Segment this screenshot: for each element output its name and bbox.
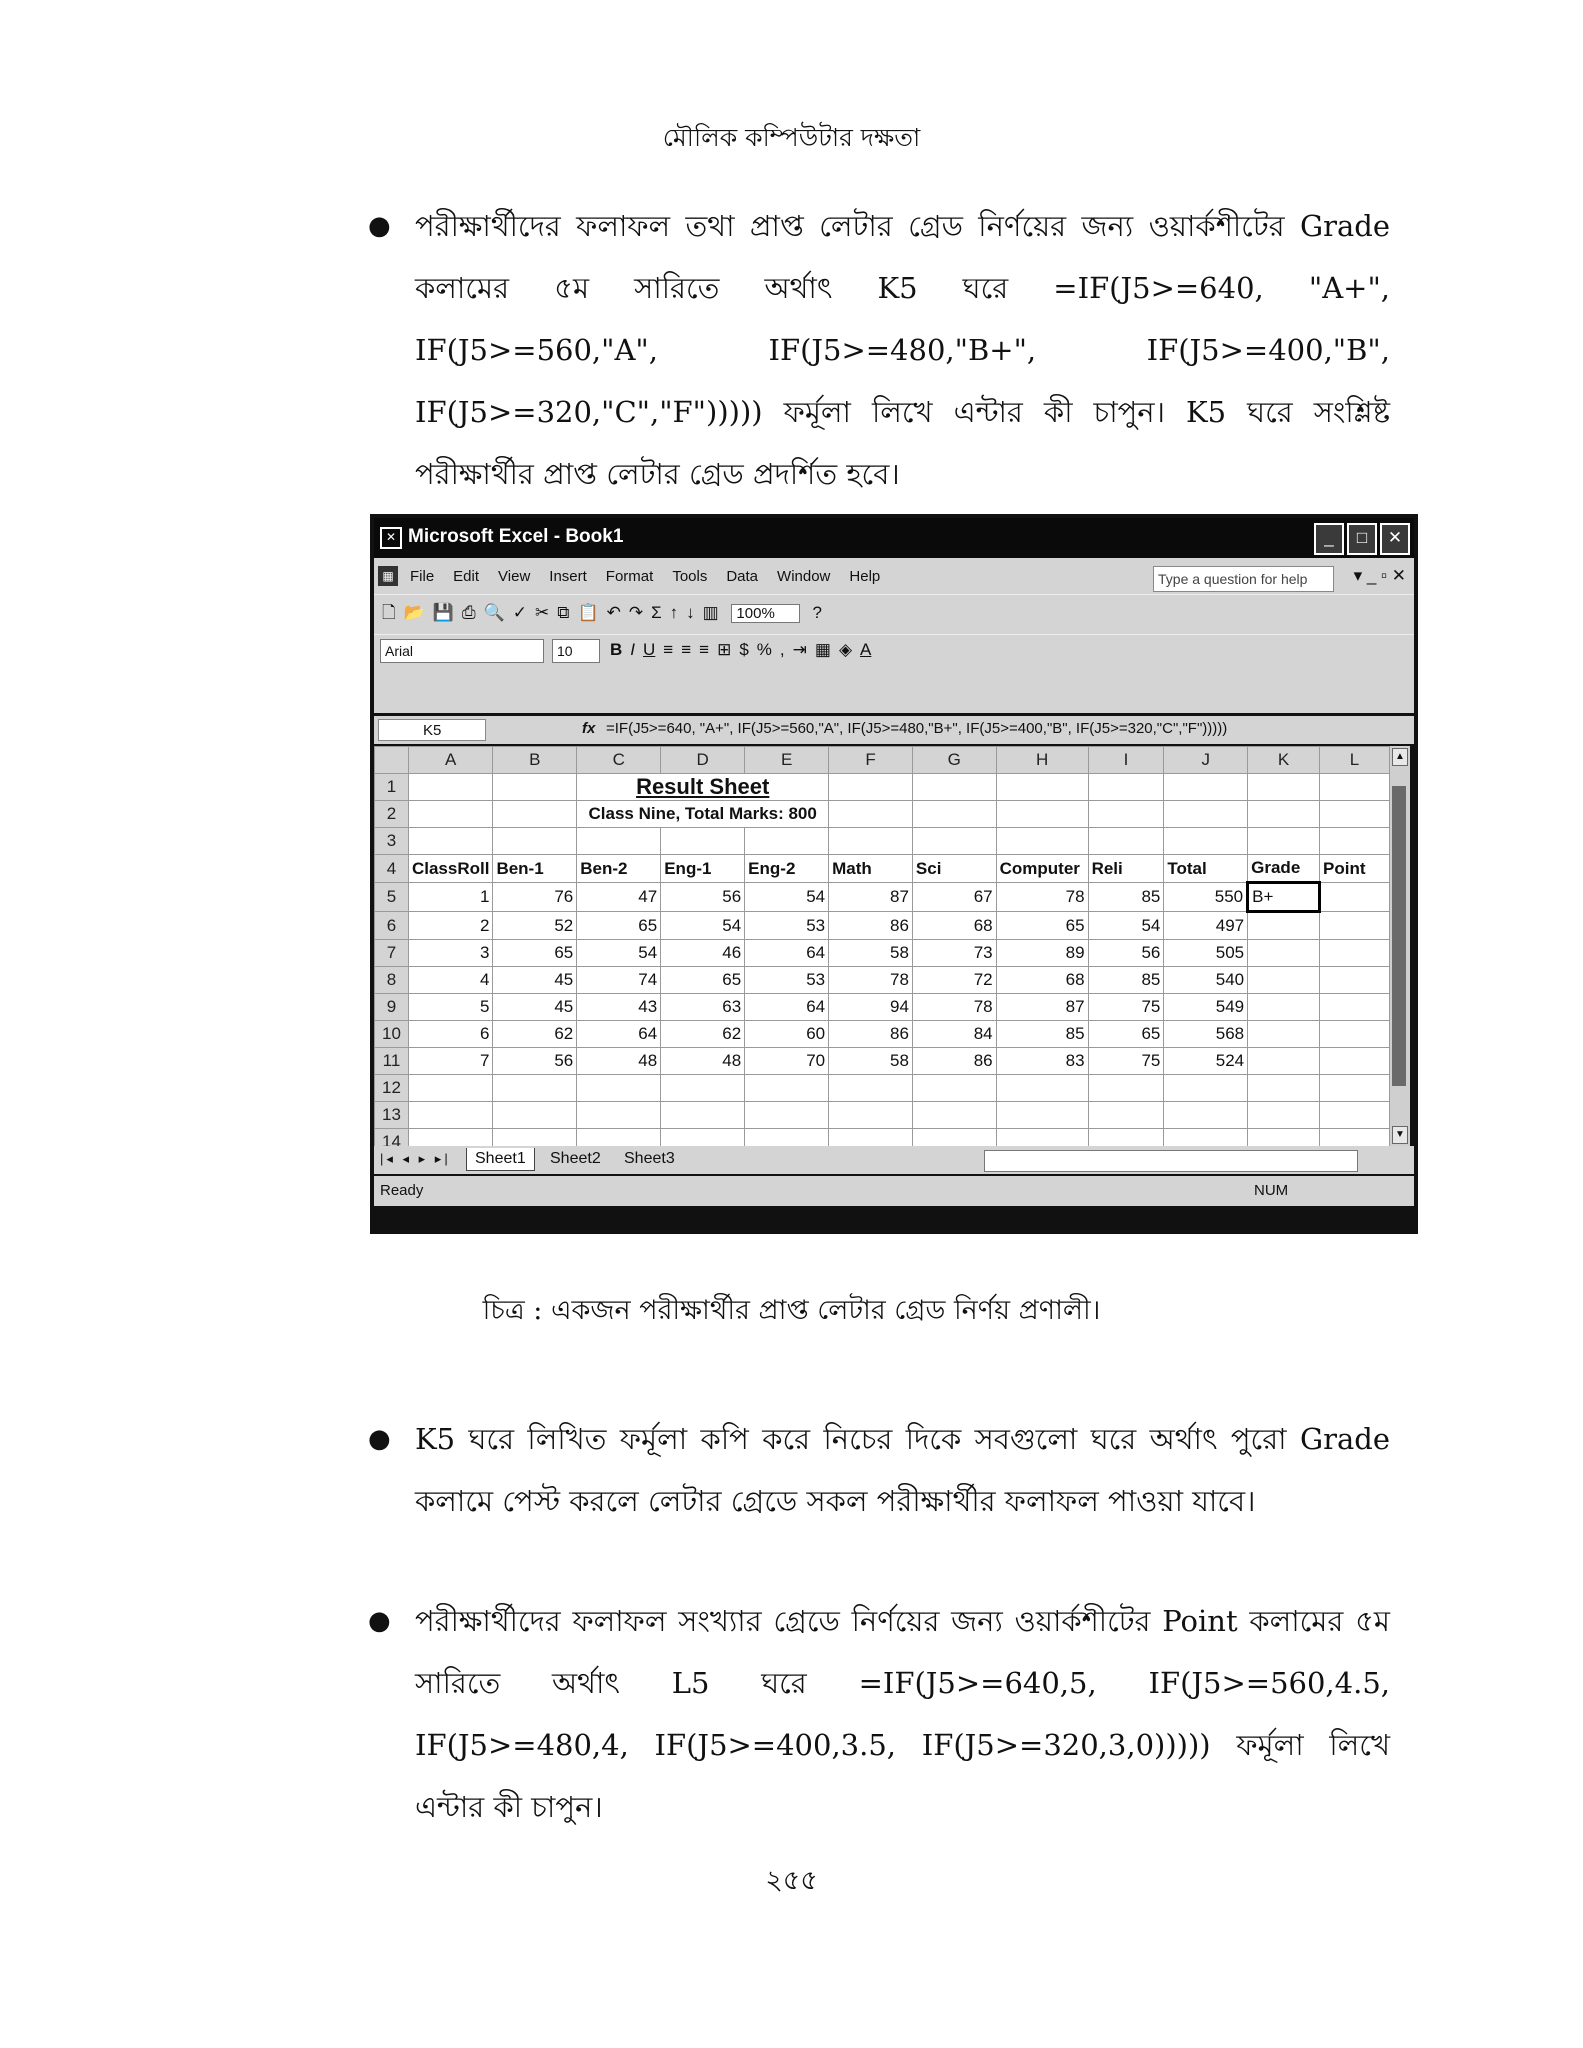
scroll-up-icon[interactable]: ▲ [1392, 748, 1408, 766]
cut-icon[interactable]: ✂ [535, 603, 550, 622]
italic-button[interactable]: I [630, 640, 636, 659]
cell[interactable] [408, 774, 492, 801]
sheet-row [375, 801, 1390, 828]
data-cell[interactable]: 497 [1164, 912, 1248, 940]
page-number: ২৫৫ [765, 1865, 818, 1896]
status-text: Ready [380, 1182, 424, 1199]
cell[interactable] [996, 801, 1088, 828]
cell[interactable] [1164, 1102, 1248, 1129]
data-cell[interactable]: 550 [1164, 883, 1248, 912]
data-cell[interactable]: 87 [996, 994, 1088, 1021]
chart-icon[interactable]: ▥ [702, 603, 719, 622]
help-icon[interactable]: ? [812, 603, 822, 622]
new-icon[interactable]: 🗋 [382, 603, 396, 622]
cell[interactable] [408, 801, 492, 828]
window-controls [1311, 523, 1410, 555]
cell[interactable] [1320, 1129, 1390, 1147]
data-cell[interactable]: 7 [408, 1048, 492, 1075]
align-center-icon[interactable]: ≡ [681, 640, 692, 659]
column-header[interactable]: I [1088, 747, 1164, 774]
cell[interactable] [996, 828, 1088, 855]
data-cell[interactable]: 52 [493, 912, 577, 940]
data-cell[interactable]: 2 [408, 912, 492, 940]
column-label-cell[interactable]: Eng-2 [745, 855, 829, 883]
column-label-cell[interactable]: Point [1320, 855, 1390, 883]
data-cell[interactable]: 56 [661, 883, 745, 912]
cell[interactable] [493, 828, 577, 855]
cell[interactable] [829, 801, 913, 828]
cell[interactable] [912, 1129, 996, 1147]
data-cell[interactable]: 540 [1164, 967, 1248, 994]
cell[interactable] [829, 774, 913, 801]
row-header[interactable]: 13 [375, 1102, 409, 1129]
cell[interactable] [493, 1075, 577, 1102]
data-cell[interactable]: 524 [1164, 1048, 1248, 1075]
menu-edit[interactable]: Edit [453, 568, 480, 585]
column-label-cell[interactable]: Eng-1 [661, 855, 745, 883]
cell[interactable] [408, 1102, 492, 1129]
copy-icon[interactable]: ⧉ [557, 603, 570, 622]
data-cell[interactable]: 6 [408, 1021, 492, 1048]
font-select[interactable]: Arial [380, 639, 544, 663]
cell[interactable] [577, 1075, 661, 1102]
data-cell[interactable]: 56 [1088, 940, 1164, 967]
data-cell[interactable]: 549 [1164, 994, 1248, 1021]
cell[interactable] [661, 1129, 745, 1147]
column-label-cell[interactable]: Math [829, 855, 913, 883]
sheet-row [375, 828, 1390, 855]
cell[interactable] [745, 1129, 829, 1147]
column-label-cell[interactable]: Total [1164, 855, 1248, 883]
data-cell[interactable]: 75 [1088, 994, 1164, 1021]
sheet-row [375, 774, 1390, 801]
cell[interactable] [1088, 1075, 1164, 1102]
data-cell[interactable]: 62 [661, 1021, 745, 1048]
page-header: মৌলিক কম্পিউটার দক্ষতা [662, 123, 921, 152]
sheet-row [375, 855, 1390, 883]
scroll-down-icon[interactable]: ▼ [1392, 1126, 1408, 1144]
workbook-controls[interactable]: ▾ _ ▫ ✕ [1353, 566, 1406, 585]
cell[interactable] [1164, 774, 1248, 801]
column-label-cell[interactable]: ClassRoll [408, 855, 492, 883]
sheet-row [375, 883, 1390, 912]
data-cell[interactable]: 89 [996, 940, 1088, 967]
column-header[interactable]: D [661, 747, 745, 774]
column-label-cell[interactable]: Ben-1 [493, 855, 577, 883]
data-cell[interactable]: 53 [745, 912, 829, 940]
sheet-row [375, 1102, 1390, 1129]
column-header[interactable]: A [408, 747, 492, 774]
data-cell[interactable]: 94 [829, 994, 913, 1021]
status-bar [374, 1176, 1414, 1206]
spelling-icon[interactable]: ✓ [512, 603, 528, 622]
data-cell[interactable]: 43 [577, 994, 661, 1021]
cell[interactable] [1320, 828, 1390, 855]
row-header[interactable]: 10 [375, 1021, 409, 1048]
font-size-select[interactable]: 10 [552, 639, 600, 663]
data-cell[interactable]: 505 [1164, 940, 1248, 967]
cell[interactable] [493, 1102, 577, 1129]
bullet-grade-formula [370, 195, 1390, 505]
menu-file[interactable]: File [410, 568, 435, 585]
data-cell[interactable]: 65 [996, 912, 1088, 940]
percent-icon[interactable]: % [756, 640, 772, 659]
cell[interactable] [408, 1075, 492, 1102]
data-cell[interactable]: 78 [996, 883, 1088, 912]
redo-icon[interactable]: ↷ [628, 603, 644, 622]
cell[interactable] [577, 1102, 661, 1129]
underline-button[interactable]: U [643, 640, 656, 659]
cell[interactable] [1088, 1129, 1164, 1147]
menu-insert[interactable]: Insert [549, 568, 587, 585]
fill-color-icon[interactable]: ◈ [838, 640, 853, 659]
data-cell[interactable]: 83 [996, 1048, 1088, 1075]
sort-desc-icon[interactable]: ↓ [686, 603, 695, 622]
cell[interactable] [661, 828, 745, 855]
data-cell[interactable]: 58 [829, 940, 913, 967]
data-cell[interactable]: 75 [1088, 1048, 1164, 1075]
cell[interactable] [912, 828, 996, 855]
align-right-icon[interactable]: ≡ [699, 640, 710, 659]
spreadsheet-table [374, 746, 1390, 1146]
data-cell[interactable]: 56 [493, 1048, 577, 1075]
sheet-row [375, 967, 1390, 994]
paste-icon[interactable]: 📋 [577, 603, 599, 622]
data-cell[interactable] [1248, 940, 1320, 967]
help-search-input[interactable]: Type a question for help [1153, 566, 1334, 592]
undo-icon[interactable]: ↶ [606, 603, 621, 622]
data-cell[interactable]: 62 [493, 1021, 577, 1048]
row-header[interactable]: 3 [375, 828, 409, 855]
sheet-row [375, 1129, 1390, 1147]
save-icon[interactable]: 💾 [432, 603, 455, 622]
minimize-button[interactable]: _ [1314, 523, 1344, 555]
data-cell[interactable]: 54 [1088, 912, 1164, 940]
data-cell[interactable]: 70 [745, 1048, 829, 1075]
data-cell[interactable]: 54 [661, 912, 745, 940]
cell[interactable] [1088, 774, 1164, 801]
menu-help[interactable]: Help [849, 568, 881, 585]
menu-format[interactable]: Format [605, 568, 654, 585]
sheet-row [375, 1075, 1390, 1102]
column-label-cell[interactable]: Reli [1088, 855, 1164, 883]
data-cell[interactable]: 87 [829, 883, 913, 912]
cell[interactable] [1248, 1129, 1320, 1147]
excel-window [370, 514, 1418, 1234]
data-cell[interactable]: 4 [408, 967, 492, 994]
data-cell[interactable]: 54 [745, 883, 829, 912]
figure-caption: চিত্র : একজন পরীক্ষার্থীর প্রাপ্ত লেটার গ্রেড নির্ণয় প্রণালী। [482, 1295, 1101, 1326]
data-cell[interactable]: 48 [577, 1048, 661, 1075]
sort-asc-icon[interactable]: ↑ [669, 603, 679, 622]
data-cell[interactable] [1320, 1021, 1390, 1048]
data-cell[interactable]: 86 [829, 912, 913, 940]
cell[interactable] [1248, 774, 1320, 801]
open-icon[interactable]: 📂 [403, 603, 425, 622]
close-button[interactable]: ✕ [1380, 523, 1410, 555]
column-header[interactable]: K [1248, 747, 1320, 774]
cell[interactable] [661, 1075, 745, 1102]
cell[interactable] [1320, 1102, 1390, 1129]
scroll-thumb[interactable] [1392, 786, 1406, 1086]
bullet-text: K5 ঘরে লিখিত ফর্মূলা কপি করে নিচের দিকে সবগুলো ঘরে অর্থাৎ পুরো Grade কলামে পেস্ট করলে লেটার গ্রেডে সকল পরীক্ষার্থীর ফলাফল পাওয়া যাবে। [415, 1422, 1390, 1518]
cell[interactable] [912, 1075, 996, 1102]
data-cell[interactable] [1248, 994, 1320, 1021]
row-header[interactable]: 2 [375, 801, 409, 828]
column-label-cell[interactable]: Grade [1248, 855, 1320, 883]
bullet-dot: ● [368, 211, 391, 241]
data-cell[interactable]: 54 [577, 940, 661, 967]
comma-icon[interactable]: , [779, 640, 785, 659]
select-all-corner[interactable] [375, 747, 409, 774]
data-cell[interactable] [1320, 994, 1390, 1021]
vertical-scrollbar[interactable] [1390, 746, 1410, 1146]
bullet-copy-formula [370, 1408, 1390, 1532]
bullet-point-formula [370, 1590, 1390, 1838]
data-cell[interactable]: 68 [912, 912, 996, 940]
tab-sheet2[interactable]: Sheet2 [550, 1150, 601, 1167]
merge-icon[interactable]: ⊞ [717, 640, 732, 659]
toolbar-area [374, 558, 1414, 713]
data-cell[interactable]: 84 [912, 1021, 996, 1048]
cell[interactable] [1088, 801, 1164, 828]
data-cell[interactable] [1320, 1048, 1390, 1075]
data-cell[interactable]: 60 [745, 1021, 829, 1048]
sheet-row [375, 1048, 1390, 1075]
formula-bar [374, 716, 1414, 744]
data-cell[interactable]: 1 [408, 883, 492, 912]
bullet-dot: ● [368, 1606, 391, 1636]
data-cell[interactable] [1248, 912, 1320, 940]
cell[interactable] [408, 828, 492, 855]
data-cell[interactable]: 67 [912, 883, 996, 912]
data-cell[interactable]: 64 [745, 940, 829, 967]
data-cell[interactable]: 68 [996, 967, 1088, 994]
data-cell[interactable] [1320, 940, 1390, 967]
data-cell[interactable]: 72 [912, 967, 996, 994]
cell[interactable] [996, 1129, 1088, 1147]
borders-icon[interactable]: ▦ [814, 640, 831, 659]
column-header[interactable]: H [996, 747, 1088, 774]
cell[interactable] [745, 828, 829, 855]
cell[interactable] [829, 1075, 913, 1102]
indent-icon[interactable]: ⇥ [792, 640, 807, 659]
data-cell[interactable]: 64 [745, 994, 829, 1021]
cell[interactable] [996, 774, 1088, 801]
cell[interactable] [912, 801, 996, 828]
cell[interactable] [912, 774, 996, 801]
row-header[interactable]: 8 [375, 967, 409, 994]
row-header[interactable]: 11 [375, 1048, 409, 1075]
name-box[interactable]: K5 [378, 719, 486, 741]
column-header[interactable]: G [912, 747, 996, 774]
bold-button[interactable]: B [610, 640, 623, 659]
data-cell[interactable]: 74 [577, 967, 661, 994]
column-label-cell[interactable]: Sci [912, 855, 996, 883]
row-header[interactable]: 5 [375, 883, 409, 912]
column-header[interactable]: E [745, 747, 829, 774]
data-cell[interactable]: 78 [829, 967, 913, 994]
data-cell[interactable]: 3 [408, 940, 492, 967]
cell[interactable] [493, 1129, 577, 1147]
row-header[interactable]: 14 [375, 1129, 409, 1147]
cell[interactable] [1164, 801, 1248, 828]
data-cell[interactable]: 78 [912, 994, 996, 1021]
cell[interactable] [1164, 1129, 1248, 1147]
data-cell[interactable]: 64 [577, 1021, 661, 1048]
print-icon[interactable]: ⎙ [462, 603, 476, 622]
data-cell[interactable]: 46 [661, 940, 745, 967]
column-header[interactable]: J [1164, 747, 1248, 774]
data-cell[interactable]: 5 [408, 994, 492, 1021]
num-lock-indicator: NUM [1254, 1182, 1289, 1199]
data-cell[interactable]: 45 [493, 994, 577, 1021]
cell[interactable] [577, 828, 661, 855]
data-cell[interactable] [1248, 1021, 1320, 1048]
row-header[interactable]: 4 [375, 855, 409, 883]
standard-toolbar [374, 594, 1414, 627]
data-cell[interactable]: 85 [1088, 967, 1164, 994]
cell[interactable] [1248, 828, 1320, 855]
row-header[interactable]: 9 [375, 994, 409, 1021]
data-cell[interactable]: 85 [1088, 883, 1164, 912]
cell[interactable] [1248, 1102, 1320, 1129]
cell[interactable] [1164, 828, 1248, 855]
align-left-icon[interactable]: ≡ [663, 640, 674, 659]
column-label-cell[interactable]: Computer [996, 855, 1088, 883]
excel-icon: ✕ [380, 527, 402, 549]
cell[interactable] [577, 1129, 661, 1147]
cell[interactable] [1248, 801, 1320, 828]
cell[interactable] [493, 801, 577, 828]
tab-sheet1[interactable]: Sheet1 [466, 1148, 535, 1171]
data-cell[interactable]: 63 [661, 994, 745, 1021]
tab-sheet3[interactable]: Sheet3 [624, 1150, 675, 1167]
autosum-icon[interactable]: Σ [651, 603, 662, 622]
zoom-select[interactable]: 100% [731, 604, 799, 623]
bullet-text: পরীক্ষার্থীদের ফলাফল তথা প্রাপ্ত লেটার গ্রেড নির্ণয়ের জন্য ওয়ার্কশীটের Grade কলামের ৫ম সারিতে অর্থাৎ K5 ঘরে =IF(J5>=640, "A+", IF(J5>=560,"A", IF(J5>=480,"B+", IF(J5>=400,"B", IF(J5>=320,"C","F"))))) ফর্মূলা লিখে এন্টার কী চাপুন। K5 ঘরে সংশ্লিষ্ট পরীক্ষার্থীর প্রাপ্ত লেটার গ্রেড প্রদর্শিত হবে। [415, 209, 1390, 491]
menu-view[interactable]: View [498, 568, 531, 585]
cell[interactable] [1088, 828, 1164, 855]
cell[interactable] [1248, 1075, 1320, 1102]
tab-navigation-icons[interactable]: |◂ ◂ ▸ ▸| [380, 1151, 451, 1166]
data-cell[interactable]: 85 [996, 1021, 1088, 1048]
preview-icon[interactable]: 🔍 [483, 603, 505, 622]
cell[interactable] [745, 1102, 829, 1129]
cell[interactable] [829, 1102, 913, 1129]
window-title: Microsoft Excel - Book1 [408, 526, 624, 547]
sheet-title[interactable]: Result Sheet [577, 774, 829, 801]
sheet-row [375, 912, 1390, 940]
column-header[interactable]: B [493, 747, 577, 774]
data-cell[interactable]: 65 [577, 912, 661, 940]
data-cell[interactable] [1248, 967, 1320, 994]
data-cell[interactable]: 86 [912, 1048, 996, 1075]
sheet-row [375, 940, 1390, 967]
row-header[interactable]: 7 [375, 940, 409, 967]
font-color-icon[interactable]: A [860, 640, 872, 659]
worksheet-grid [374, 746, 1390, 1146]
row-header[interactable]: 12 [375, 1075, 409, 1102]
workbook-icon[interactable]: ▦ [378, 566, 398, 586]
data-cell[interactable]: 45 [493, 967, 577, 994]
column-header[interactable]: F [829, 747, 913, 774]
data-cell[interactable]: 86 [829, 1021, 913, 1048]
data-cell[interactable]: 65 [493, 940, 577, 967]
column-header-row [375, 747, 1390, 774]
data-cell[interactable]: 53 [745, 967, 829, 994]
bullet-dot: ● [368, 1424, 391, 1454]
bullet-text: পরীক্ষার্থীদের ফলাফল সংখ্যার গ্রেডে নির্ণয়ের জন্য ওয়ার্কশীটের Point কলামের ৫ম সারিতে অর্থাৎ L5 ঘরে =IF(J5>=640,5, IF(J5>=560,4.5, IF(J5>=480,4, IF(J5>=400,3.5, IF(J5>=320,3,0))))) ফর্মূলা লিখে এন্টার কী চাপুন। [415, 1604, 1390, 1824]
sheet-tabs-bar [374, 1146, 1414, 1174]
cell[interactable] [661, 1102, 745, 1129]
data-cell[interactable] [1248, 1048, 1320, 1075]
currency-icon[interactable]: $ [739, 640, 749, 659]
cell[interactable] [996, 1102, 1088, 1129]
data-cell[interactable]: 568 [1164, 1021, 1248, 1048]
formatting-toolbar [374, 634, 1414, 667]
menu-bar [374, 564, 1414, 592]
data-cell[interactable]: B+ [1248, 883, 1320, 912]
data-cell[interactable] [1320, 883, 1390, 912]
cell[interactable] [493, 774, 577, 801]
fx-icon[interactable]: fx [582, 720, 596, 737]
data-cell[interactable]: 65 [661, 967, 745, 994]
column-header[interactable]: L [1320, 747, 1390, 774]
cell[interactable] [745, 1075, 829, 1102]
row-header[interactable]: 6 [375, 912, 409, 940]
cell[interactable] [829, 828, 913, 855]
formula-input[interactable]: =IF(J5>=640, "A+", IF(J5>=560,"A", IF(J5>=480,"B+", IF(J5>=400,"B", IF(J5>=320,"C","F"))))) [606, 720, 1228, 737]
menu-data[interactable]: Data [726, 568, 759, 585]
row-header[interactable]: 1 [375, 774, 409, 801]
cell[interactable] [1164, 1075, 1248, 1102]
data-cell[interactable]: 65 [1088, 1021, 1164, 1048]
cell[interactable] [1320, 1075, 1390, 1102]
cell[interactable] [1320, 801, 1390, 828]
column-label-cell[interactable]: Ben-2 [577, 855, 661, 883]
data-cell[interactable]: 58 [829, 1048, 913, 1075]
column-header[interactable]: C [577, 747, 661, 774]
cell[interactable] [1320, 774, 1390, 801]
sheet-row [375, 1021, 1390, 1048]
data-cell[interactable]: 76 [493, 883, 577, 912]
cell[interactable] [408, 1129, 492, 1147]
cell[interactable] [996, 1075, 1088, 1102]
cell[interactable] [1088, 1102, 1164, 1129]
data-cell[interactable]: 48 [661, 1048, 745, 1075]
menu-window[interactable]: Window [777, 568, 831, 585]
title-bar [374, 518, 1414, 558]
maximize-button[interactable]: □ [1347, 523, 1377, 555]
sheet-subtitle[interactable]: Class Nine, Total Marks: 800 [577, 801, 829, 828]
data-cell[interactable]: 47 [577, 883, 661, 912]
data-cell[interactable]: 73 [912, 940, 996, 967]
cell[interactable] [912, 1102, 996, 1129]
menu-list [410, 568, 899, 585]
sheet-row [375, 994, 1390, 1021]
horizontal-scrollbar[interactable] [984, 1150, 1358, 1172]
data-cell[interactable] [1320, 912, 1390, 940]
cell[interactable] [829, 1129, 913, 1147]
data-cell[interactable] [1320, 967, 1390, 994]
menu-tools[interactable]: Tools [672, 568, 708, 585]
